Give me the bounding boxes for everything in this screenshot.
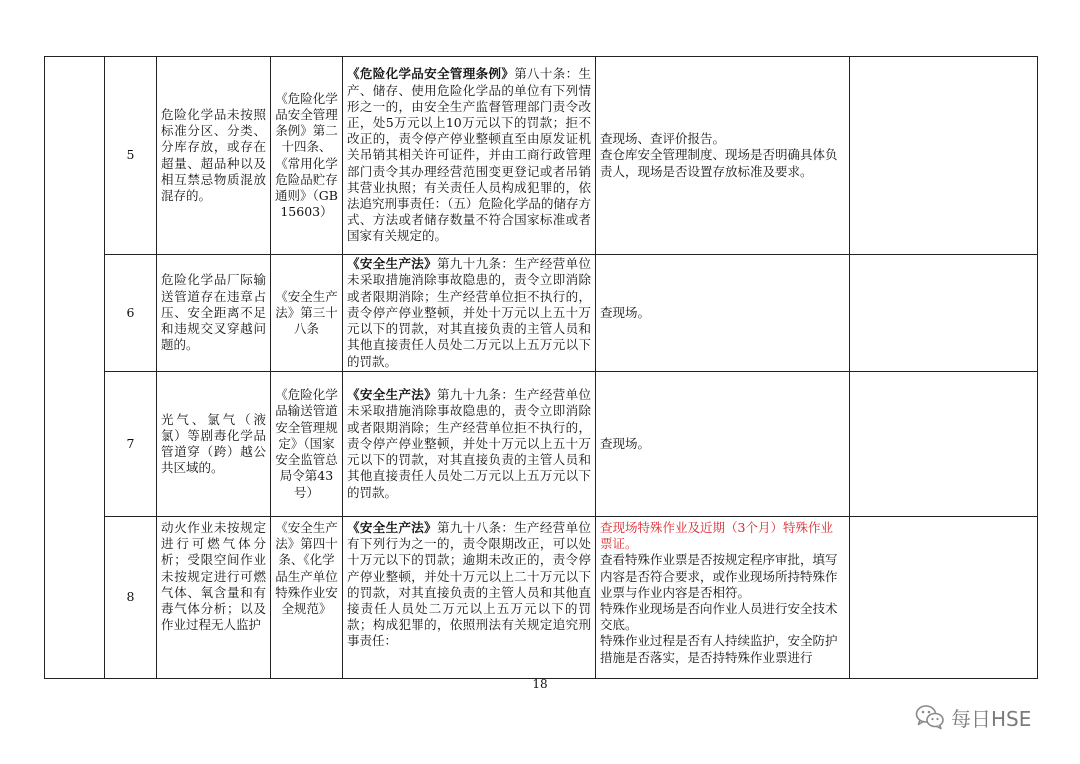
- watermark: [915, 702, 1031, 732]
- method-line: 查现场、查评价报告。: [600, 131, 726, 147]
- issue-cell: 光气、氯气（液氯）等剧毒化学品管道穿（跨）越公共区域的。: [157, 372, 271, 517]
- method-line: 查看特殊作业票是否按规定程序审批，填写内容是否符合要求，或作业现场所持特殊作业票与作业内容是否相符。: [600, 552, 838, 600]
- basis-cell: 《危险化学品安全管理条例》第二十四条、《常用化学危险品贮存通则》（GB 15603）: [271, 57, 343, 255]
- note-cell: [850, 517, 1038, 679]
- row-number: 5: [105, 57, 157, 255]
- group-cell: [45, 57, 105, 679]
- note-cell: [850, 57, 1038, 255]
- table-row: [45, 517, 1038, 679]
- method-line: 特殊作业过程是否有人持续监护，安全防护措施是否落实，是否持特殊作业票进行: [600, 633, 838, 665]
- clause-text: 第九十九条：生产经营单位未采取措施消除事故隐患的，责令立即消除或者限期消除；生产经营单位拒不执行的，责令停产停业整顿，并处十万元以上五十万元以下的罚款，对其直接负责的主管人员和其他直接责任人员处二万元以上五万元以下的罚款。: [347, 256, 591, 369]
- watermark-text: 每日HSE: [951, 706, 1032, 731]
- row-number: 7: [105, 372, 157, 517]
- inspection-method-cell: [596, 255, 850, 372]
- table-row: [45, 372, 1038, 517]
- penalty-clause-cell: [343, 517, 596, 679]
- clause-title: 《安全生产法》: [347, 256, 438, 272]
- penalty-clause-cell: [343, 57, 596, 255]
- note-cell: [850, 372, 1038, 517]
- clause-title: 《安全生产法》: [347, 520, 438, 535]
- issue-cell: 动火作业未按规定进行可燃气体分析；受限空间作业未按规定进行可燃气体、氧含量和有毒气体分析；以及作业过程无人监护: [157, 517, 271, 679]
- issue-cell: 危险化学品未按照标准分区、分类、分库存放，或存在超量、超品种以及相互禁忌物质混放混存的。: [157, 57, 271, 255]
- clause-text: 第九十八条：生产经营单位有下列行为之一的，责令限期改正，可以处十万元以下的罚款；逾期未改正的，责令停产停业整顿，并处十万元以上二十万元以下的罚款，对其直接负责的主管人员和其他直接责任人员处二万元以上五万元以下的罚款；构成犯罪的，依照刑法有关规定追究刑事责任：: [347, 520, 591, 649]
- table-row: [45, 255, 1038, 372]
- inspection-method-cell: [596, 517, 850, 679]
- inspection-method-cell: [596, 372, 850, 517]
- issue-cell: 危险化学品厂际输送管道存在违章占压、安全距离不足和违规交叉穿越问题的。: [157, 255, 271, 372]
- table-row: [45, 57, 1038, 255]
- inspection-method-cell: [596, 57, 850, 255]
- clause-text: 第八十条：生产、储存、使用危险化学品的单位有下列情形之一的，由安全生产监督管理部门责令改正，处5万元以上10万元以下的罚款；拒不改正的，责令停产停业整顿直至由原发证机关吊销其相关许可证件，并由工商行政管理部门责令其办理经营范围变更登记或者吊销其营业执照；有关责任人员构成犯罪的，依法追究刑事责任：（五）危险化学品的储存方式、方法或者储存数量不符合国家标准或者国家有关规定的。: [347, 66, 591, 244]
- method-line: 查仓库安全管理制度、现场是否明确具体负责人，现场是否设置存放标准及要求。: [600, 147, 838, 179]
- row-number: 6: [105, 255, 157, 372]
- basis-cell: 《安全生产法》第三十八条: [271, 255, 343, 372]
- method-highlight: 查现场特殊作业及近期（3个月）特殊作业票证。: [600, 520, 833, 552]
- clause-title: 《危险化学品安全管理条例》: [347, 66, 515, 82]
- method-line: 查现场。: [600, 304, 651, 320]
- basis-cell: 《危险化学品输送管道安全管理规定》（国家安全监管总局令第43号）: [271, 372, 343, 517]
- note-cell: [850, 255, 1038, 372]
- wechat-icon: [915, 704, 945, 730]
- penalty-clause-cell: [343, 255, 596, 372]
- clause-text: 第九十九条：生产经营单位未采取措施消除事故隐患的，责令立即消除或者限期消除；生产经营单位拒不执行的，责令停产停业整顿，并处十万元以上五十万元以下的罚款，对其直接负责的主管人员和其他直接责任人员处二万元以上五万元以下的罚款。: [347, 387, 591, 500]
- regulation-table: [44, 56, 1038, 679]
- method-line: 特殊作业现场是否向作业人员进行安全技术交底。: [600, 601, 838, 633]
- clause-title: 《安全生产法》: [347, 387, 438, 403]
- row-number: 8: [105, 517, 157, 679]
- page-number: 18: [532, 677, 548, 691]
- basis-cell: 《安全生产法》第四十条、《化学品生产单位特殊作业安全规范》: [271, 517, 343, 679]
- penalty-clause-cell: [343, 372, 596, 517]
- method-line: 查现场。: [600, 435, 651, 451]
